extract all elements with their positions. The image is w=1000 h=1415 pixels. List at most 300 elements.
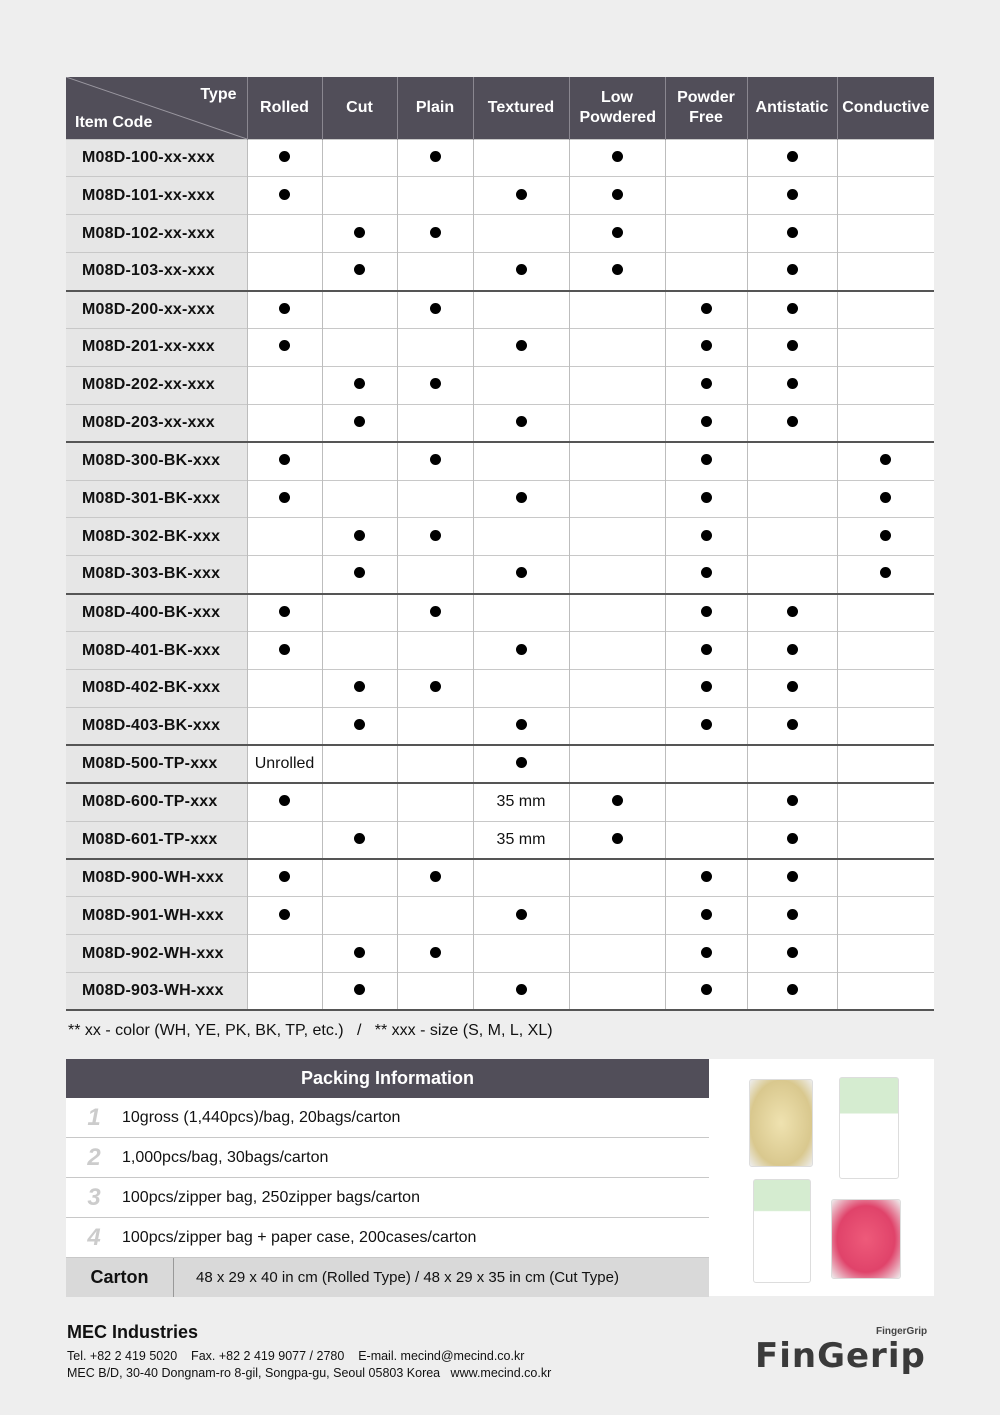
dot-icon — [612, 264, 623, 275]
feature-dot — [665, 291, 747, 329]
feature-cell — [665, 745, 747, 783]
feature-dot — [665, 897, 747, 935]
feature-dot — [747, 935, 837, 973]
item-code: M08D-402-BK-xxx — [66, 669, 247, 707]
feature-cell — [837, 935, 934, 973]
dot-icon — [701, 416, 712, 427]
feature-cell — [837, 328, 934, 366]
item-code: M08D-903-WH-xxx — [66, 973, 247, 1011]
feature-cell — [473, 859, 569, 897]
feature-dot — [247, 594, 322, 632]
dot-icon — [516, 340, 527, 351]
dot-icon — [880, 530, 891, 541]
dot-icon — [516, 264, 527, 275]
packing-number: 1 — [87, 1103, 101, 1131]
dot-icon — [516, 719, 527, 730]
feature-dot — [397, 518, 473, 556]
feature-dot — [397, 215, 473, 253]
dot-icon — [701, 340, 712, 351]
dot-icon — [701, 909, 712, 920]
packing-item — [66, 1138, 709, 1178]
feature-cell — [473, 442, 569, 480]
feature-cell — [397, 745, 473, 783]
feature-cell — [837, 783, 934, 821]
dot-icon — [787, 340, 798, 351]
dot-icon — [787, 795, 798, 806]
item-code: M08D-101-xx-xxx — [66, 177, 247, 215]
feature-cell — [397, 973, 473, 1011]
dot-icon — [701, 984, 712, 995]
table-row — [66, 556, 934, 594]
feature-dot — [247, 139, 322, 177]
item-code: M08D-401-BK-xxx — [66, 632, 247, 670]
dot-icon — [787, 984, 798, 995]
feature-cell: Unrolled — [247, 745, 322, 783]
feature-cell — [397, 404, 473, 442]
dot-icon — [354, 378, 365, 389]
feature-cell — [473, 518, 569, 556]
dot-icon — [701, 606, 712, 617]
table-row — [66, 480, 934, 518]
dot-icon — [354, 719, 365, 730]
feature-cell — [747, 480, 837, 518]
feature-cell — [747, 556, 837, 594]
feature-dot — [397, 442, 473, 480]
dot-icon — [701, 719, 712, 730]
feature-dot — [247, 632, 322, 670]
feature-cell — [837, 291, 934, 329]
carton-row — [66, 1258, 709, 1297]
item-code: M08D-900-WH-xxx — [66, 859, 247, 897]
feature-cell — [665, 783, 747, 821]
item-code: M08D-102-xx-xxx — [66, 215, 247, 253]
feature-cell — [322, 897, 397, 935]
item-code-label: Item Code — [75, 113, 153, 131]
feature-dot — [247, 480, 322, 518]
packing-item — [66, 1218, 709, 1258]
item-code: M08D-202-xx-xxx — [66, 366, 247, 404]
feature-cell — [665, 253, 747, 291]
dot-icon — [354, 227, 365, 238]
dot-icon — [787, 719, 798, 730]
dot-icon — [701, 947, 712, 958]
table-row — [66, 328, 934, 366]
feature-cell — [837, 632, 934, 670]
dot-icon — [279, 606, 290, 617]
packing-text: 1,000pcs/bag, 30bags/carton — [122, 1148, 329, 1166]
feature-cell — [837, 745, 934, 783]
feature-dot — [665, 518, 747, 556]
feature-cell — [247, 215, 322, 253]
feature-dot — [397, 366, 473, 404]
feature-dot — [747, 215, 837, 253]
dot-icon — [430, 227, 441, 238]
column-header: Textured — [473, 77, 569, 139]
feature-dot — [747, 253, 837, 291]
dot-icon — [787, 189, 798, 200]
feature-cell — [569, 480, 665, 518]
feature-dot — [322, 707, 397, 745]
packing-number: 4 — [87, 1223, 101, 1251]
item-code: M08D-100-xx-xxx — [66, 139, 247, 177]
table-row — [66, 215, 934, 253]
feature-dot — [322, 669, 397, 707]
item-code: M08D-300-BK-xxx — [66, 442, 247, 480]
dot-icon — [279, 303, 290, 314]
dot-icon — [430, 303, 441, 314]
dot-icon — [279, 454, 290, 465]
table-row — [66, 291, 934, 329]
feature-cell — [569, 897, 665, 935]
bag-photo-green-2 — [753, 1179, 811, 1283]
table-row — [66, 897, 934, 935]
carton-label: Carton — [66, 1258, 174, 1297]
dot-icon — [787, 947, 798, 958]
feature-cell — [322, 177, 397, 215]
feature-dot — [322, 821, 397, 859]
feature-cell — [247, 366, 322, 404]
table-row — [66, 707, 934, 745]
feature-dot — [473, 897, 569, 935]
feature-cell — [569, 366, 665, 404]
dot-icon — [279, 340, 290, 351]
feature-cell — [397, 897, 473, 935]
feature-cell — [397, 632, 473, 670]
dot-icon — [354, 416, 365, 427]
feature-dot — [322, 935, 397, 973]
feature-cell — [473, 669, 569, 707]
feature-dot — [473, 745, 569, 783]
item-code: M08D-902-WH-xxx — [66, 935, 247, 973]
packing-text: 100pcs/zipper bag + paper case, 200cases/carton — [122, 1228, 477, 1246]
feature-dot — [665, 669, 747, 707]
contact-info: Tel. +82 2 419 5020 Fax. +82 2 419 9077 / 2780 E-mail. mecind@mecind.co.kr — [67, 1349, 525, 1363]
dot-icon — [279, 871, 290, 882]
item-code: M08D-901-WH-xxx — [66, 897, 247, 935]
feature-cell — [322, 632, 397, 670]
item-code: M08D-303-BK-xxx — [66, 556, 247, 594]
dot-icon — [279, 644, 290, 655]
feature-dot — [397, 139, 473, 177]
feature-cell — [397, 480, 473, 518]
dot-icon — [701, 530, 712, 541]
dot-icon — [701, 492, 712, 503]
dot-icon — [516, 644, 527, 655]
feature-cell — [397, 821, 473, 859]
dot-icon — [516, 189, 527, 200]
table-row — [66, 973, 934, 1011]
feature-cell — [322, 442, 397, 480]
feature-dot — [569, 253, 665, 291]
column-header: Antistatic — [747, 77, 837, 139]
feature-dot — [665, 859, 747, 897]
feature-dot — [322, 366, 397, 404]
table-row — [66, 859, 934, 897]
dot-icon — [701, 644, 712, 655]
feature-cell — [322, 291, 397, 329]
item-code: M08D-601-TP-xxx — [66, 821, 247, 859]
feature-dot — [747, 897, 837, 935]
feature-cell — [473, 215, 569, 253]
packing-item — [66, 1098, 709, 1138]
dot-icon — [279, 151, 290, 162]
dot-icon — [787, 833, 798, 844]
item-code: M08D-302-BK-xxx — [66, 518, 247, 556]
feature-cell — [837, 821, 934, 859]
item-code: M08D-103-xx-xxx — [66, 253, 247, 291]
feature-dot — [747, 669, 837, 707]
feature-dot — [322, 556, 397, 594]
feature-cell: 35 mm — [473, 783, 569, 821]
bag-photo-green — [839, 1077, 899, 1179]
dot-icon — [516, 757, 527, 768]
dot-icon — [430, 454, 441, 465]
feature-dot — [473, 328, 569, 366]
feature-cell — [747, 442, 837, 480]
feature-dot — [473, 632, 569, 670]
table-row — [66, 594, 934, 632]
feature-cell — [247, 669, 322, 707]
bag-photo-yellow — [749, 1079, 813, 1167]
table-row — [66, 139, 934, 177]
feature-cell — [837, 366, 934, 404]
item-code: M08D-301-BK-xxx — [66, 480, 247, 518]
dot-icon — [787, 644, 798, 655]
feature-cell — [473, 594, 569, 632]
feature-dot — [322, 253, 397, 291]
feature-cell — [569, 935, 665, 973]
dot-icon — [787, 151, 798, 162]
dot-icon — [787, 606, 798, 617]
feature-cell — [837, 253, 934, 291]
feature-dot — [473, 253, 569, 291]
feature-cell — [665, 177, 747, 215]
feature-cell — [569, 518, 665, 556]
feature-cell — [247, 404, 322, 442]
feature-dot — [747, 707, 837, 745]
feature-cell — [837, 594, 934, 632]
dot-icon — [516, 416, 527, 427]
dot-icon — [279, 795, 290, 806]
product-spec-table — [66, 77, 934, 1011]
dot-icon — [612, 833, 623, 844]
packing-text: 10gross (1,440pcs)/bag, 20bags/carton — [122, 1108, 401, 1126]
feature-cell — [247, 253, 322, 291]
dot-icon — [354, 264, 365, 275]
feature-dot — [397, 935, 473, 973]
feature-dot — [665, 935, 747, 973]
feature-cell — [569, 973, 665, 1011]
dot-icon — [787, 416, 798, 427]
feature-dot — [747, 177, 837, 215]
feature-cell — [569, 669, 665, 707]
feature-dot — [665, 707, 747, 745]
dot-icon — [516, 492, 527, 503]
feature-dot — [247, 442, 322, 480]
feature-dot — [247, 783, 322, 821]
feature-cell — [569, 291, 665, 329]
dot-icon — [354, 530, 365, 541]
dot-icon — [612, 227, 623, 238]
item-code: M08D-200-xx-xxx — [66, 291, 247, 329]
packing-number: 3 — [87, 1183, 101, 1211]
dot-icon — [787, 909, 798, 920]
column-header: Conductive — [837, 77, 934, 139]
dot-icon — [354, 567, 365, 578]
dot-icon — [880, 567, 891, 578]
dot-icon — [880, 492, 891, 503]
feature-dot — [665, 556, 747, 594]
feature-dot — [473, 556, 569, 594]
feature-dot — [322, 215, 397, 253]
feature-cell — [837, 859, 934, 897]
feature-cell — [569, 442, 665, 480]
table-row — [66, 935, 934, 973]
logo-tagline: FingerGrip — [876, 1326, 928, 1337]
dot-icon — [430, 151, 441, 162]
feature-dot — [569, 177, 665, 215]
feature-dot — [665, 442, 747, 480]
feature-dot — [747, 594, 837, 632]
feature-cell — [747, 745, 837, 783]
dot-icon — [701, 454, 712, 465]
feature-cell — [322, 859, 397, 897]
table-row — [66, 745, 934, 783]
dot-icon — [612, 151, 623, 162]
dot-icon — [701, 567, 712, 578]
dot-icon — [354, 681, 365, 692]
feature-cell — [837, 897, 934, 935]
item-code: M08D-403-BK-xxx — [66, 707, 247, 745]
feature-cell — [569, 404, 665, 442]
code-note: ** xx - color (WH, YE, PK, BK, TP, etc.) / ** xxx - size (S, M, L, XL) — [68, 1022, 553, 1039]
dot-icon — [880, 454, 891, 465]
feature-dot — [473, 707, 569, 745]
feature-cell — [397, 783, 473, 821]
feature-dot — [569, 821, 665, 859]
dot-icon — [430, 378, 441, 389]
column-header: Rolled — [247, 77, 322, 139]
feature-cell — [569, 859, 665, 897]
feature-dot — [747, 366, 837, 404]
table-row — [66, 632, 934, 670]
feature-cell — [569, 632, 665, 670]
table-row — [66, 783, 934, 821]
address: MEC B/D, 30-40 Dongnam-ro 8-gil, Songpa-gu, Seoul 05803 Korea www.mecind.co.kr — [67, 1366, 552, 1380]
corner-header — [66, 77, 247, 139]
feature-dot — [747, 859, 837, 897]
column-header: Powder Free — [665, 77, 747, 139]
feature-dot — [747, 973, 837, 1011]
feature-cell — [473, 291, 569, 329]
dot-icon — [279, 189, 290, 200]
table-row — [66, 404, 934, 442]
feature-cell — [837, 215, 934, 253]
feature-dot — [747, 404, 837, 442]
feature-dot — [747, 139, 837, 177]
feature-cell — [247, 935, 322, 973]
table-row — [66, 821, 934, 859]
feature-cell — [247, 707, 322, 745]
dot-icon — [612, 189, 623, 200]
feature-dot — [569, 215, 665, 253]
feature-cell — [397, 707, 473, 745]
feature-dot — [747, 783, 837, 821]
dot-icon — [612, 795, 623, 806]
feature-dot — [837, 556, 934, 594]
feature-cell — [247, 973, 322, 1011]
dot-icon — [430, 947, 441, 958]
dot-icon — [787, 264, 798, 275]
feature-cell — [569, 594, 665, 632]
feature-dot — [247, 177, 322, 215]
feature-cell — [569, 328, 665, 366]
dot-icon — [516, 567, 527, 578]
dot-icon — [516, 984, 527, 995]
feature-cell — [569, 707, 665, 745]
feature-cell — [837, 707, 934, 745]
carton-value: 48 x 29 x 40 in cm (Rolled Type) / 48 x 29 x 35 in cm (Cut Type) — [196, 1269, 619, 1286]
feature-cell — [322, 594, 397, 632]
feature-cell — [322, 480, 397, 518]
feature-dot — [247, 859, 322, 897]
dot-icon — [701, 378, 712, 389]
feature-cell — [322, 139, 397, 177]
feature-dot — [473, 973, 569, 1011]
feature-cell — [473, 935, 569, 973]
dot-icon — [430, 606, 441, 617]
dot-icon — [354, 947, 365, 958]
item-code: M08D-400-BK-xxx — [66, 594, 247, 632]
feature-dot — [247, 291, 322, 329]
feature-cell: 35 mm — [473, 821, 569, 859]
item-code: M08D-203-xx-xxx — [66, 404, 247, 442]
feature-dot — [665, 404, 747, 442]
feature-dot — [473, 404, 569, 442]
dot-icon — [701, 871, 712, 882]
feature-cell — [837, 973, 934, 1011]
fingergrip-logo: FinGerip — [755, 1336, 926, 1376]
feature-cell — [397, 328, 473, 366]
feature-cell — [247, 821, 322, 859]
feature-cell — [569, 556, 665, 594]
feature-dot — [569, 783, 665, 821]
packing-text: 100pcs/zipper bag, 250zipper bags/carton — [122, 1188, 420, 1206]
item-code: M08D-201-xx-xxx — [66, 328, 247, 366]
feature-cell — [473, 139, 569, 177]
dot-icon — [279, 492, 290, 503]
table-row — [66, 518, 934, 556]
feature-dot — [473, 480, 569, 518]
feature-cell — [397, 556, 473, 594]
feature-dot — [747, 328, 837, 366]
dot-icon — [787, 303, 798, 314]
item-code: M08D-500-TP-xxx — [66, 745, 247, 783]
table-row — [66, 177, 934, 215]
product-photos — [709, 1059, 934, 1296]
item-code: M08D-600-TP-xxx — [66, 783, 247, 821]
feature-dot — [569, 139, 665, 177]
dot-icon — [787, 378, 798, 389]
dot-icon — [787, 227, 798, 238]
dot-icon — [787, 871, 798, 882]
dot-icon — [354, 984, 365, 995]
feature-cell — [747, 518, 837, 556]
feature-dot — [837, 480, 934, 518]
column-header: Plain — [397, 77, 473, 139]
feature-dot — [397, 669, 473, 707]
dot-icon — [516, 909, 527, 920]
